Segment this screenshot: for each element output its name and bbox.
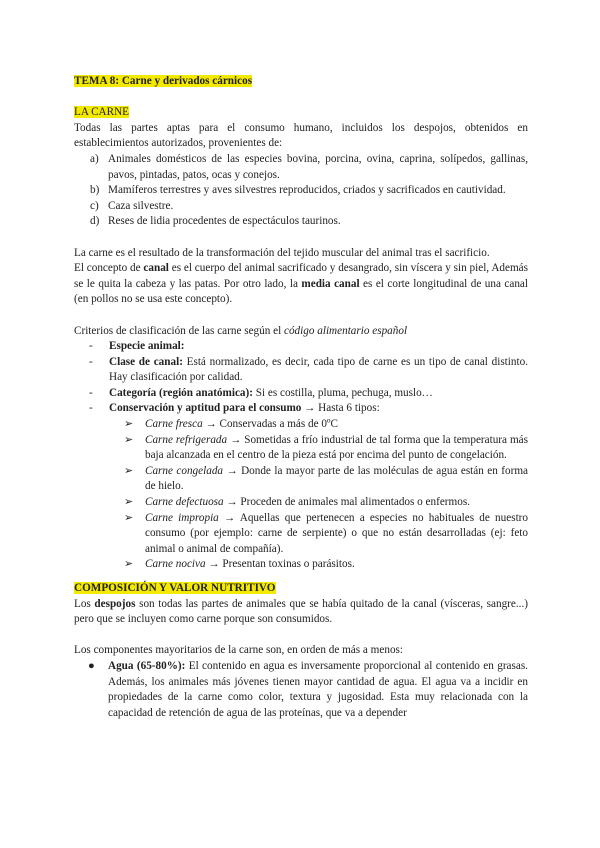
section-heading-block bbox=[74, 581, 528, 597]
list-item bbox=[74, 152, 528, 183]
meat-type-text: → Donde la mayor parte de las moléculas de agua están en forma de hielo. bbox=[145, 464, 528, 493]
arrow-bullet-icon: ➢ bbox=[124, 418, 134, 431]
list-marker: a) bbox=[90, 152, 99, 165]
meat-type-text: → Conservadas a más de 0ºC bbox=[202, 418, 338, 431]
section-heading-composicion: COMPOSICIÓN Y VALOR NUTRITIVO bbox=[74, 582, 276, 594]
document-title-block bbox=[74, 74, 528, 90]
list-item bbox=[74, 199, 528, 215]
list-item bbox=[109, 433, 528, 464]
list-item-text: Caza silvestre. bbox=[108, 199, 174, 212]
dash-marker: - bbox=[89, 340, 93, 353]
conservation-types-list bbox=[109, 417, 528, 573]
criteria-text: → Hasta 6 tipos: bbox=[301, 402, 380, 415]
list-marker: d) bbox=[90, 215, 100, 228]
criteria-label: Clase de canal: bbox=[109, 355, 183, 368]
list-item bbox=[109, 464, 528, 495]
criterios-paragraph bbox=[74, 324, 528, 340]
text-run: es el cuerpo del animal sacrificado y desangrado, sin víscera y sin piel, Además se le quita la cabeza y las patas. Por otro lado, la bbox=[74, 262, 528, 290]
meat-type-name: Carne fresca bbox=[145, 418, 203, 431]
dash-marker: - bbox=[89, 402, 93, 415]
bullet-dot-icon: ● bbox=[88, 659, 95, 672]
spacer bbox=[74, 308, 528, 324]
section-heading-block bbox=[74, 105, 528, 121]
text-run: El concepto de bbox=[74, 262, 144, 275]
criteria-label: Especie animal: bbox=[109, 340, 185, 353]
criteria-list bbox=[74, 339, 528, 573]
term-canal: canal bbox=[143, 262, 169, 275]
spacer bbox=[74, 573, 528, 581]
term-despojos: despojos bbox=[94, 597, 136, 610]
dash-marker: - bbox=[89, 386, 93, 399]
list-item-text: Animales domésticos de las especies bovina, porcina, ovina, caprina, solípedos, gallinas, pavos, pintadas, patos, ocas y conejos. bbox=[108, 152, 528, 181]
list-item bbox=[74, 401, 528, 573]
list-item bbox=[109, 495, 528, 511]
criteria-label: Conservación y aptitud para el consumo bbox=[109, 402, 302, 415]
list-item bbox=[109, 511, 528, 558]
list-marker: c) bbox=[90, 199, 99, 212]
meat-type-text: → Presentan toxinas o parásitos. bbox=[205, 558, 355, 571]
arrow-bullet-icon: ➢ bbox=[124, 511, 134, 524]
despojos-paragraph bbox=[74, 597, 528, 628]
list-item bbox=[74, 355, 528, 386]
criteria-label: Categoría (región anatómica): bbox=[109, 386, 253, 399]
text-run: son todas las partes de animales que se había quitado de la canal (vísceras, sangre...) pero que se incluyen como carne porque son consumidos. bbox=[74, 597, 528, 626]
components-intro: Los componentes mayoritarios de la carne son, en orden de más a menos: bbox=[74, 644, 403, 657]
list-item bbox=[74, 659, 528, 721]
meat-type-name: Carne defectuosa bbox=[145, 496, 224, 509]
list-item bbox=[109, 557, 528, 573]
meat-type-name: Carne refrigerada bbox=[145, 433, 228, 446]
codigo-alimentario-ref: código alimentario español bbox=[284, 324, 408, 337]
list-item bbox=[74, 386, 528, 402]
spacer bbox=[74, 230, 528, 246]
arrow-bullet-icon: ➢ bbox=[124, 433, 134, 446]
component-label: Agua (65-80%): bbox=[108, 659, 186, 672]
list-marker: b) bbox=[90, 184, 100, 197]
spacer bbox=[74, 90, 528, 106]
spacer bbox=[74, 628, 528, 644]
meat-type-name: Carne nociva bbox=[145, 558, 206, 571]
source-list bbox=[74, 152, 528, 230]
carne-definition-line: La carne es el resultado de la transformación del tejido muscular del animal tras el sacrificio. bbox=[74, 246, 490, 259]
meat-type-name: Carne congelada bbox=[145, 464, 224, 477]
meat-type-text: → Aquellas que pertenecen a especies no habituales de nuestro consumo (por ejemplo: carne de serpiente) o que no están desarrolladas (ej: feto animal o animal de compañía). bbox=[145, 511, 528, 555]
list-item bbox=[109, 417, 528, 433]
arrow-bullet-icon: ➢ bbox=[124, 496, 134, 509]
list-item-text: Reses de lidia procedentes de espectáculos taurinos. bbox=[108, 215, 341, 228]
intro-paragraph: Todas las partes aptas para el consumo humano, incluidos los despojos, obtenidos en establecimientos autorizados, provenientes de: bbox=[74, 121, 528, 150]
component-text: El contenido en agua es inversamente proporcional al contenido en grasas. Además, los animales más jóvenes tienen mayor cantidad de agua. El agua va a incidir en propiedades de la carne como color, textura y jugosidad. Esta muy relacionada con la capacidad de retención de agua de las proteínas, que va a depender bbox=[108, 659, 528, 719]
list-item-text: Mamíferos terrestres y aves silvestres reproducidos, criados y sacrificados en cautividad. bbox=[108, 184, 506, 197]
section-heading-la-carne: LA CARNE bbox=[74, 106, 130, 119]
canal-paragraph bbox=[74, 261, 528, 308]
list-item bbox=[74, 183, 528, 199]
criteria-text: Está normalizado, es decir, cada tipo de carne es un tipo de canal distinto. Hay clasificación por calidad. bbox=[109, 355, 528, 384]
arrow-bullet-icon: ➢ bbox=[124, 464, 134, 477]
document-content bbox=[74, 74, 528, 721]
components-list bbox=[74, 659, 528, 721]
criteria-text: Si es costilla, pluma, pechuga, muslo… bbox=[252, 386, 433, 399]
text-run: Criterios de clasificación de las carne según el bbox=[74, 324, 284, 337]
document-title: TEMA 8: Carne y derivados cárnicos bbox=[74, 75, 253, 87]
meat-type-text: → Proceden de animales mal alimentados o enfermos. bbox=[223, 496, 470, 509]
meat-type-text: → Sometidas a frío industrial de tal forma que la temperatura más baja alcanzada en el centro de la pieza está por encima del punto de congelación. bbox=[145, 433, 528, 462]
list-item bbox=[74, 339, 528, 355]
term-media-canal: media canal bbox=[301, 277, 360, 290]
list-item bbox=[74, 214, 528, 230]
meat-type-name: Carne impropia bbox=[145, 511, 219, 524]
text-run: es el corte longitudinal de una canal (en pollos no se usa este concepto). bbox=[74, 277, 528, 306]
text-run: Los bbox=[74, 597, 95, 610]
arrow-bullet-icon: ➢ bbox=[124, 558, 134, 571]
dash-marker: - bbox=[89, 355, 93, 368]
